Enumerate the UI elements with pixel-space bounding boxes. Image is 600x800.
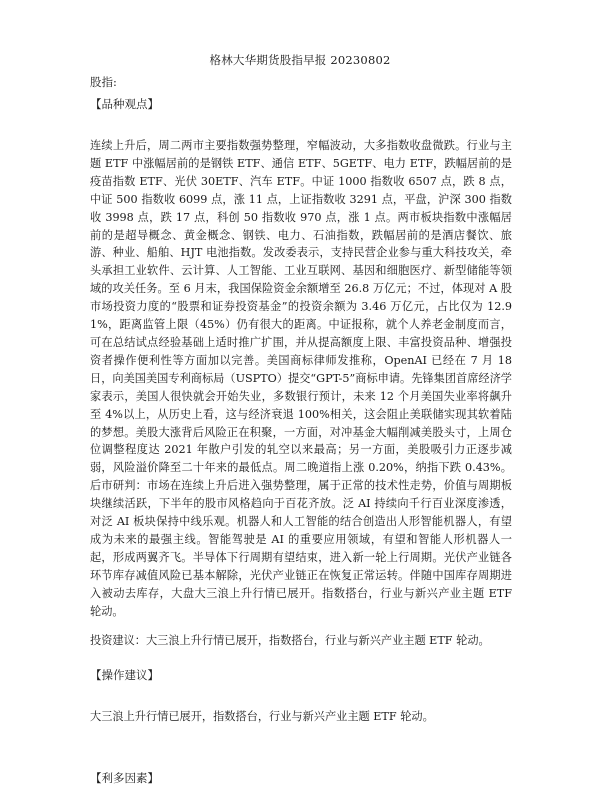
section-heading-view: 【品种观点】 <box>90 97 159 111</box>
operation-advice-text: 大三浪上升行情已展开，指数搭台，行业与新兴产业主题 ETF 轮动。 <box>90 710 434 723</box>
investment-advice: 投资建议：大三浪上升行情已展开，指数搭台，行业与新兴产业主题 ETF 轮动。 <box>90 634 490 647</box>
section-heading-operation: 【操作建议】 <box>90 668 159 682</box>
stock-index-label: 股指: <box>90 75 117 89</box>
document-title: 格林大华期货股指早报 20230802 <box>209 53 391 67</box>
market-commentary-paragraph: 连续上升后，周二两市主要指数强势整理，窄幅波动，大多指数收盘微跌。行业与主题 ETF 中涨幅居前的是钢铁 ETF、通信 ETF、5GETF、电力 ETF，跌幅居前的是疫苗指数 ETF、光伏 30ETF、汽车 ETF。中证 1000 指数收 6507 点，跌 8 点，中证 500 指数收 6099 点，涨 11 点，上证指数收 3291 点，平盘，沪深 300 指数收 3998 点，跌 17 点，科创 50 指数收 970 点，涨 1 点。两市板块指数中涨幅居前的是超导概念、黄金概念、钢铁、电力、石油指数，跌幅居前的是酒店餐饮、旅游、种业、船舶、HJT 电池指数。发改委表示，支持民营企业参与重大科技攻关，牵头承担工业软件、云计算、人工智能、工业互联网、基因和细胞医疗、新型储能等领域的攻关任务。至 6 月末，我国保险资金余额增至 26.8 万亿元；不过，体现对 A 股市场投资力度的“股票和证券投资基金”的投资余额为 3.46 万亿元，占比仅为 12.91%，距离监管上限（45%）仍有很大的距离。中证报称，就个人养老金制度而言，可在总结试点经验基础上适时推广扩围，并从提高额度上限、丰富投资品种、增强投资者操作便利性等方面加以完善。美国商标律师发推称，OpenAI 已经在 7 月 18 日，向美国美国专利商标局（USPTO）提交“GPT-5”商标申请。先锋集团首席经济学家表示，美国人很快就会开始失业，多数银行预计，未来 12 个月美国失业率将飙升至 4%以上，从历史上看，这与经济衰退 100%相关，这会阻止美联储实现其软着陆的梦想。美股大涨背后风险正在积聚，一方面，对冲基金大幅削减美股头寸，上周仓位调整程度达 2021 年散户引发的轧空以来最高；另一方面，美股吸引力正逐步减弱，风险溢价降至二十年来的最低点。周二晚道指上涨 0.20%，纳指下跌 0.43%。后市研判：市场在连续上升后进入强势整理，属于正常的技术性走势，价值与周期板块继续活跃，下半年的股市风格趋向于百花齐放。泛 AI 持续向千行百业深度渗透，对泛 AI 板块保持中线乐观。机器人和人工智能的结合创造出人形智能机器人，有望成为未来的最强主线。智能驾驶是 AI 的重要应用领域，有望和智能人形机器人一起，形成两翼齐飞。半导体下行周期有望结束，进入新一轮上行周期。光伏产业链各环节库存减值风险已基本解除，光伏产业链正在恢复正常运转。伴随中国库存周期进入被动去库存，大盘大三浪上升行情已展开。指数搭台，行业与新兴产业主题 ETF 轮动。 <box>90 139 512 618</box>
section-heading-positive-factors: 【利多因素】 <box>90 771 159 785</box>
